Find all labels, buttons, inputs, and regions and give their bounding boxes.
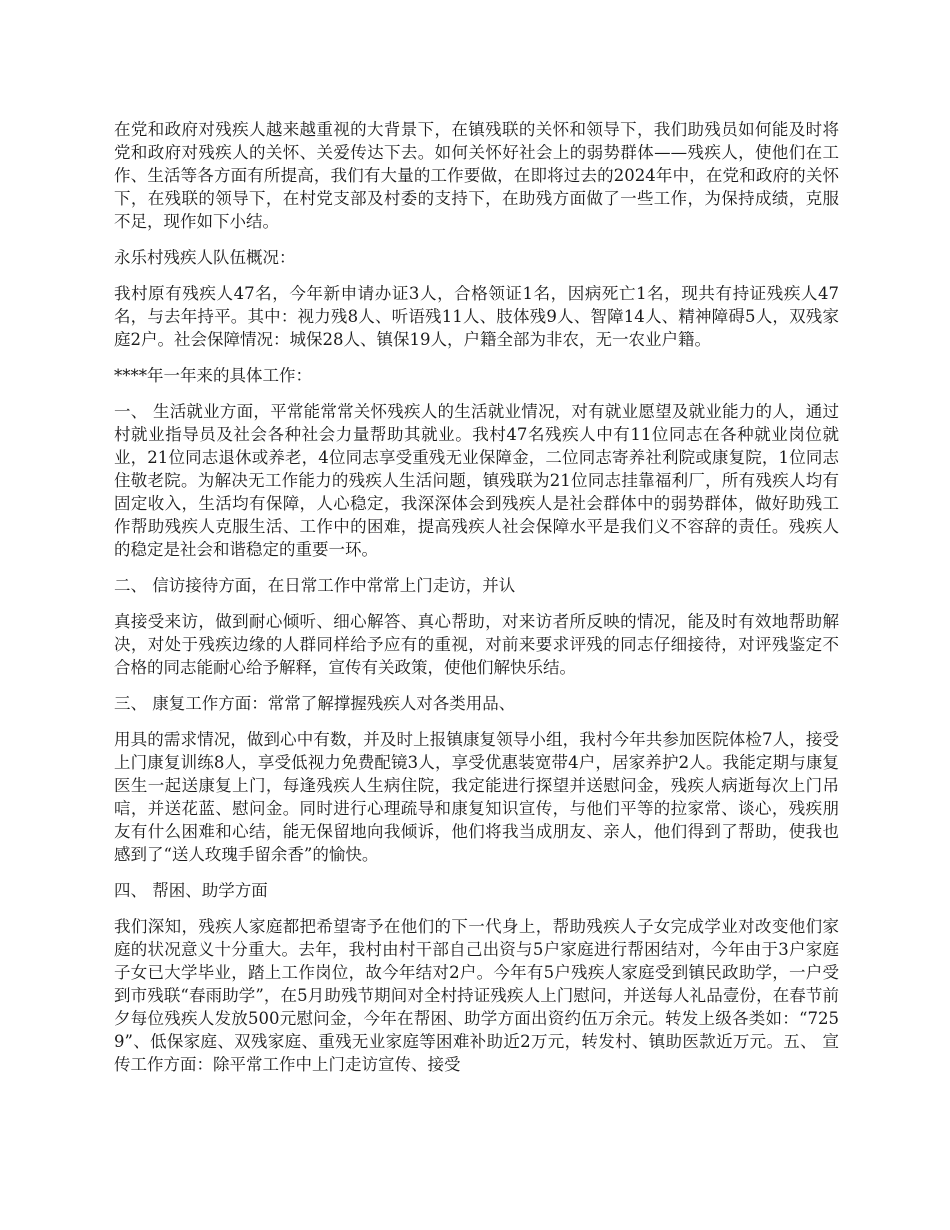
aid-paragraph: 我们深知，残疾人家庭都把希望寄予在他们的下一代身上，帮助残疾人子女完成学业对改变他们家庭的状况意义十分重大。去年，我村由村干部自己出资与5户家庭进行帮困结对，今年由于3户家庭子女已大学毕业，踏上工作岗位，故今年结对2户。今年有5户残疾人家庭受到镇民政助学，一户受到市残联“春雨助学”，在5月助残节期间对全村持证残疾人上门慰问，并送每人礼品壹份，在春节前夕每位残疾人发放500元慰问金，今年在帮困、助学方面出资约伍万余元。转发上级各类如：“7259”、低保家庭、双残家庭、重残无业家庭等困难补助近2万元，转发村、镇助医款近万元。五、 宣传工作方面：除平常工作中上门走访宣传、接受 <box>114 917 839 1074</box>
section-heading-work: ****年一年来的具体工作： <box>114 366 312 385</box>
rehab-paragraph: 用具的需求情况，做到心中有数，并及时上报镇康复领导小组，我村今年共参加医院体检7人，接受上门康复训练8人，享受低视力免费配镜3人，享受优惠装宽带4户，居家养护2人。我能定期与康复医生一起送康复上门，每逢残疾人生病住院，我定能进行探望并送慰问金，残疾人病逝每次上门吊唁，并送花蓝、慰问金。同时进行心理疏导和康复知识宣传，与他们平等的拉家常、谈心，残疾朋友有什么困难和心结，能无保留地向我倾诉，他们将我当成朋友、亲人，他们得到了帮助，使我也感到了“送人玫瑰手留余香”的愉快。 <box>114 730 839 864</box>
intro-paragraph: 在党和政府对残疾人越来越重视的大背景下，在镇残联的关怀和领导下，我们助残员如何能及时将党和政府对残疾人的关怀、关爱传达下去。如何关怀好社会上的弱势群体——残疾人，使他们在工作、生活等各方面有所提高，我们有大量的工作要做，在即将过去的2024年中，在党和政府的关怀下，在残联的领导下，在村党支部及村委的支持下，在助残方面做了一些工作，为保持成绩，克服不足，现作如下小结。 <box>114 120 839 231</box>
rehab-heading: 三、 康复工作方面：常常了解撑握残疾人对各类用品、 <box>114 694 516 713</box>
aid-heading: 四、 帮困、助学方面 <box>114 881 268 900</box>
section-heading-overview: 永乐村残疾人队伍概况： <box>114 248 296 267</box>
document-body <box>114 118 839 1089</box>
overview-paragraph: 我村原有残疾人47名，今年新申请办证3人，合格领证1名，因病死亡1名，现共有持证残疾人47名，与去年持平。其中：视力残8人、听语残11人、肢体残9人、智障14人、精神障碍5人，双残家庭2户。社会保障情况：城保28人、镇保19人，户籍全部为非农，无一农业户籍。 <box>114 284 839 349</box>
petition-heading: 二、 信访接待方面，在日常工作中常常上门走访，并认 <box>114 576 516 595</box>
petition-paragraph: 真接受来访，做到耐心倾听、细心解答、真心帮助，对来访者所反映的情况，能及时有效地帮助解决，对处于残疾边缘的人群同样给予应有的重视，对前来要求评残的同志仔细接待，对评残鉴定不合格的同志能耐心给予解释，宣传有关政策，使他们解快乐结。 <box>114 612 839 677</box>
employment-paragraph: 一、 生活就业方面，平常能常常关怀残疾人的生活就业情况，对有就业愿望及就业能力的人，通过村就业指导员及社会各种社会力量帮助其就业。我村47名残疾人中有11位同志在各种就业岗位就业，21位同志退休或养老，4位同志享受重残无业保障金，二位同志寄养社利院或康复院，1位同志住敬老院。为解决无工作能力的残疾人生活问题，镇残联为21位同志挂靠福利厂，所有残疾人均有固定收入，生活均有保障，人心稳定，我深深体会到残疾人是社会群体中的弱势群体，做好助残工作帮助残疾人克服生活、工作中的困难，提高残疾人社会保障水平是我们义不容辞的责任。残疾人的稳定是社会和谐稳定的重要一环。 <box>114 402 839 559</box>
